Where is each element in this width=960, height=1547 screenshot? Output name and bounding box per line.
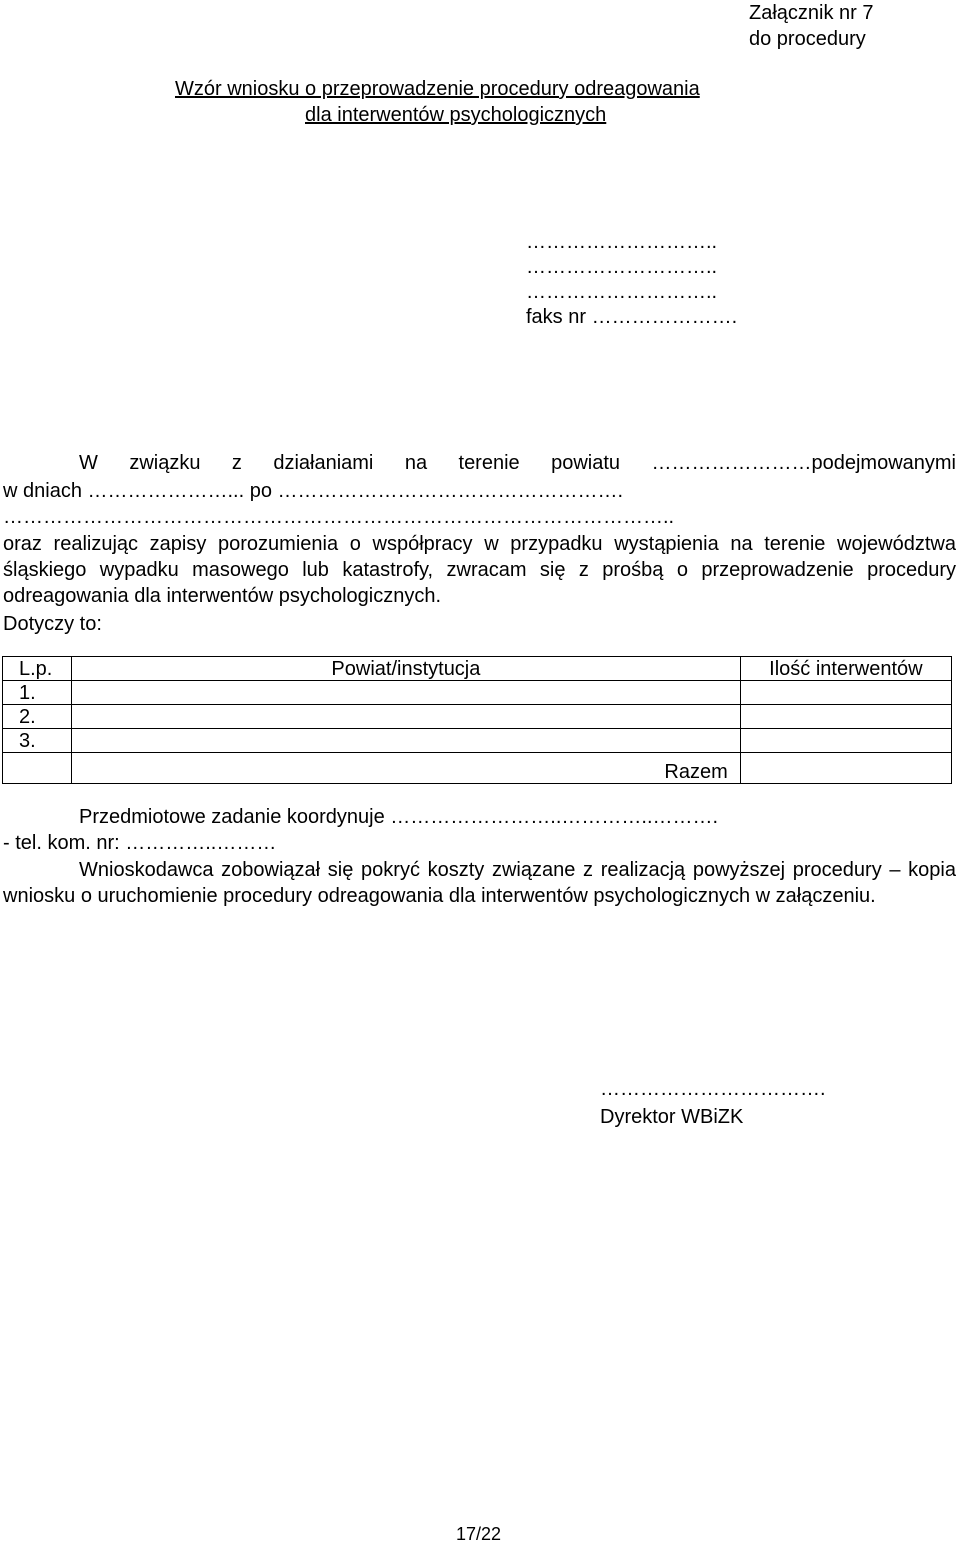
annex-number: Załącznik nr 7 xyxy=(749,2,874,24)
row-2-powiat xyxy=(72,705,741,729)
body-paragraph: oraz realizując zapisy porozumienia o współpracy w przypadku wystąpienia na terenie województwa śląskiego wypadku masowego lub katastrofy, zwracam się z prośbą o przeprowadzenie procedury odreagowania dla interwentów psychologicznych. xyxy=(3,533,956,607)
annex-procedure: do procedury xyxy=(749,28,866,50)
coordination-line: Przedmiotowe zadanie koordynuje ……………………..…………..………. xyxy=(79,806,719,828)
table-row xyxy=(3,705,952,729)
address-line-1: ……………………….. xyxy=(526,231,718,253)
body-line-1: W związku z działaniami na terenie powiatu ……………………podejmowanymi xyxy=(79,452,956,474)
phone-line: - tel. kom. nr: …………..……… xyxy=(3,832,277,854)
row-3-powiat xyxy=(72,729,741,753)
total-lp xyxy=(3,753,72,784)
row-1-count xyxy=(740,681,951,705)
title-line-2: dla interwentów psychologicznych xyxy=(305,104,607,126)
row-1-lp: 1. xyxy=(3,681,72,705)
document-title xyxy=(175,76,700,128)
fax-line: faks nr …………………. xyxy=(526,306,738,328)
table-row xyxy=(3,681,952,705)
total-label: Razem xyxy=(72,753,741,784)
annex-header xyxy=(749,0,874,52)
title-line-1: Wzór wniosku o przeprowadzenie procedury odreagowania xyxy=(175,78,700,100)
header-lp: L.p. xyxy=(3,657,72,681)
body-line-2: w dniach …………………... po ……………………………………………. xyxy=(3,480,624,502)
signature-dots: ……………………………. xyxy=(600,1078,826,1100)
participants-table xyxy=(2,656,952,784)
row-2-count xyxy=(740,705,951,729)
body-line-3: ……………………………………………………………………………………….. xyxy=(3,506,675,528)
total-count xyxy=(740,753,951,784)
header-count: Ilość interwentów xyxy=(740,657,951,681)
header-powiat: Powiat/instytucja xyxy=(72,657,741,681)
table-row xyxy=(3,729,952,753)
concerns-label: Dotyczy to: xyxy=(3,613,102,635)
page-number: 17/22 xyxy=(456,1524,502,1544)
row-2-lp: 2. xyxy=(3,705,72,729)
signature-block xyxy=(600,1072,826,1128)
address-line-2: ……………………….. xyxy=(526,256,718,278)
table-header-row xyxy=(3,657,952,681)
row-3-count xyxy=(740,729,951,753)
row-1-powiat xyxy=(72,681,741,705)
commitment-paragraph: Wnioskodawca zobowiązał się pokryć koszty związane z realizacją powyższej procedury – kopia wniosku o uruchomienie procedury odreagowania dla interwentów psychologicznych w załączeniu. xyxy=(3,859,956,907)
address-line-3: ……………………….. xyxy=(526,281,718,303)
signature-label: Dyrektor WBiZK xyxy=(600,1106,744,1128)
addressee-block xyxy=(526,230,737,330)
table-total-row xyxy=(3,753,952,784)
row-3-lp: 3. xyxy=(3,729,72,753)
